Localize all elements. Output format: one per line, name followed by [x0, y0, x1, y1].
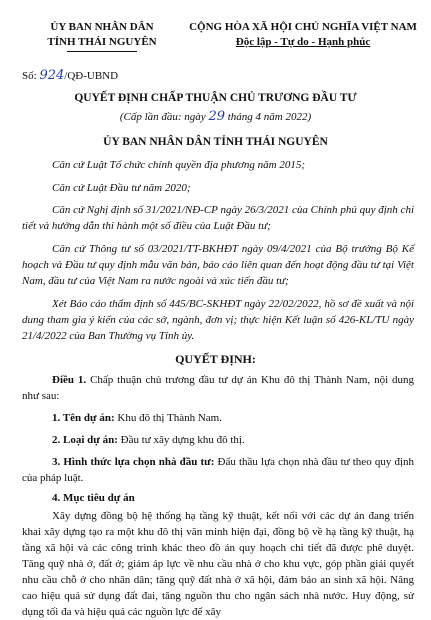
item-2-text: Đầu tư xây dựng khu đô thị. [120, 434, 245, 446]
article-1-text: Chấp thuận chủ trương đầu tư dự án Khu đô thị Thành Nam, nội dung như sau: [22, 374, 415, 402]
authority-line-1: ỦY BAN NHÂN DÂN [50, 21, 154, 33]
objective-paragraph: Xây dựng đồng bộ hệ thống hạ tầng kỹ thuật, kết nối với các dự án đang triển khai xây dựng tạo ra một khu đô thị văn minh hiện đại, đồng bộ về hạ tầng kỹ thuật, hạ tầng xã hội và các công trình khác theo đồ án quy hoạch chi tiết đã được phê duyệt. Tăng quỹ nhà ở, đất ở; giảm áp lực về nhu cầu nhà ở cho khu vực, góp phần giải quyết nhu cầu chỗ ở cho nhân dân; tăng quỹ đất nhà ở xã hội, đảm bảo an sinh xã hội. Nâng cao hiệu quả sử dụng đất đai, tăng nguồn thu cho ngân sách nhà nước. Huy động, sử dụng tối đa và hiệu quả các nguồn lực để xây [22, 510, 414, 618]
decision-heading: QUYẾT ĐỊNH: [175, 352, 256, 366]
issue-date-after: tháng 4 năm 2022) [227, 111, 312, 123]
item-project-type [22, 432, 414, 448]
item-4-heading: 4. Mục tiêu dự án [52, 492, 135, 504]
issue-date-line [0, 109, 431, 124]
review-basis: Xét Báo cáo thẩm định số 445/BC-SKHĐT ngày 22/02/2022, hồ sơ đề xuất và nội dung tham gia ý kiến của các sở, ngành, đơn vị; thực hiện Kết luận số 426-KL/TU ngày 21/4/2022 của Ban Thường vụ Tỉnh ủy. [22, 298, 414, 342]
item-3-text: Đấu thầu lựa chọn nhà đầu tư theo quy định của pháp luật. [22, 456, 414, 484]
legal-basis-1: Căn cứ Luật Tổ chức chính quyền địa phương năm 2015; [52, 159, 306, 171]
handwritten-doc-number: 924 [39, 68, 65, 83]
article-1 [22, 372, 414, 404]
authority-line-2: TỈNH THÁI NGUYÊN [47, 36, 157, 48]
national-header [188, 20, 418, 50]
legal-basis-4: Căn cứ Thông tư số 03/2021/TT-BKHĐT ngày 09/4/2021 của Bộ trưởng Bộ Kế hoạch và Đầu tư quy định mẫu văn bản, báo cáo liên quan đến hoạt động đầu tư tại Việt Nam, đầu tư của Việt Nam ra nước ngoài và xúc tiến đầu tư; [22, 243, 414, 287]
item-1-label: 1. Tên dự án: [52, 412, 115, 424]
article-1-label: Điều 1. [52, 374, 87, 386]
handwritten-issue-day: 29 [208, 109, 225, 124]
issuing-authority [22, 20, 182, 52]
national-motto: Độc lập - Tự do - Hạnh phúc [235, 36, 371, 48]
item-2-label: 2. Loại dự án: [52, 434, 118, 446]
issuer-heading: ỦY BAN NHÂN DÂN TỈNH THÁI NGUYÊN [103, 136, 328, 148]
item-project-name [22, 410, 414, 426]
item-selection-method [22, 454, 414, 486]
doc-number-suffix: /QĐ-UBND [64, 70, 119, 82]
authority-underline [67, 51, 137, 52]
nation-name: CỘNG HÒA XÃ HỘI CHỦ NGHĨA VIỆT NAM [189, 21, 417, 33]
legal-basis-3: Căn cứ Nghị định số 31/2021/NĐ-CP ngày 26/3/2021 của Chính phủ quy định chi tiết và hướng dẫn thi hành một số điều của Luật Đầu tư; [22, 204, 414, 232]
item-3-label: 3. Hình thức lựa chọn nhà đầu tư: [52, 456, 215, 468]
issue-date-before: (Cấp lần đầu: ngày [119, 111, 206, 123]
doc-number-prefix: Số: [22, 70, 37, 82]
document-number [22, 68, 118, 83]
item-1-text: Khu đô thị Thành Nam. [117, 412, 222, 424]
document-title: QUYẾT ĐỊNH CHẤP THUẬN CHỦ TRƯƠNG ĐẦU TƯ [74, 92, 357, 104]
legal-basis-2: Căn cứ Luật Đầu tư năm 2020; [52, 182, 191, 194]
